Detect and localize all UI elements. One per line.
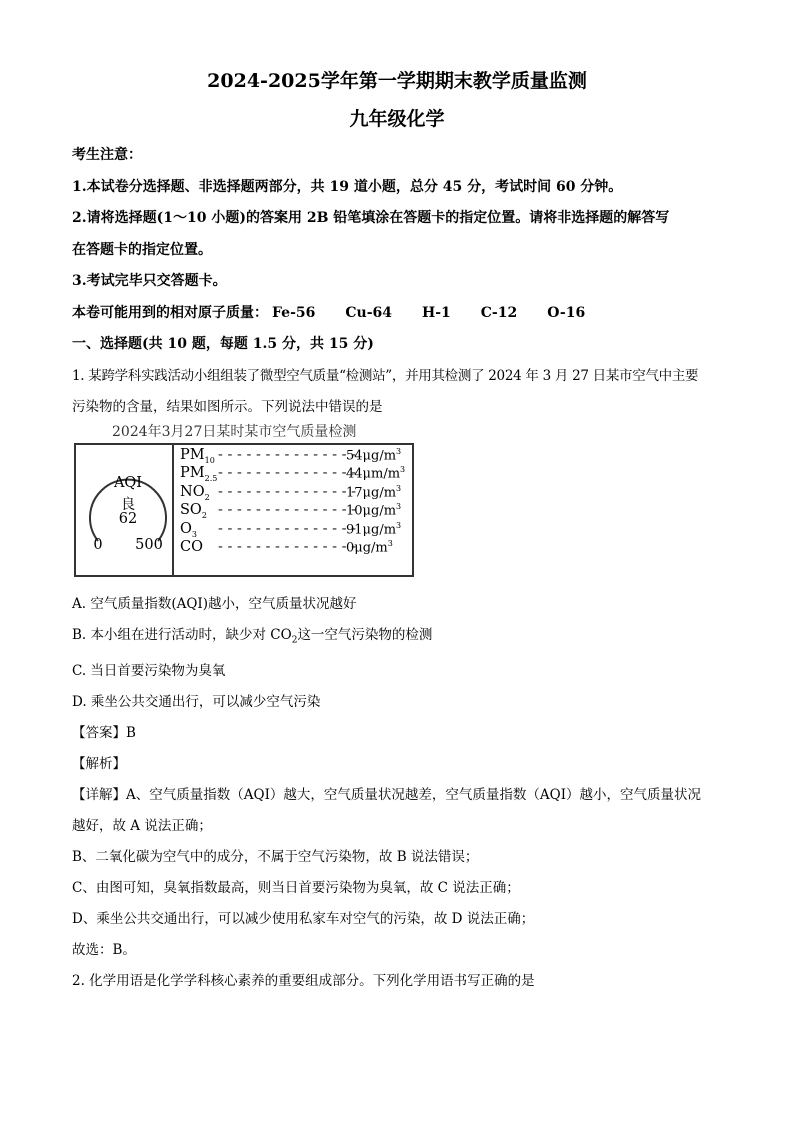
- pollutant-sub: 3: [191, 529, 197, 539]
- q1-detail-1a: [72, 780, 722, 811]
- q1-stem-line1: 1. 某跨学科实践活动小组组装了微型空气质量“检测站”，并用其检测了 2024 年 3 月 27 日某市空气中主要: [72, 367, 699, 384]
- gauge-min: 0: [93, 536, 103, 553]
- dash-leader: - - - - - - - - - - - - - - -: [218, 502, 357, 518]
- option-b-post: 这一空气污染物的检测: [297, 626, 433, 643]
- pollutant-value: 0μg/m: [346, 540, 388, 556]
- pollutant-sub: 2: [204, 492, 210, 502]
- q1-answer: [72, 718, 722, 749]
- mass-fe: Fe-56: [272, 304, 316, 321]
- figure-divider: [172, 445, 174, 575]
- mass-o: O-16: [547, 304, 586, 321]
- detail-1a-text: A、空气质量指数（AQI）越大，空气质量状况越差，空气质量指数（AQI）越小，空气质量状况: [126, 787, 702, 804]
- masses-label: 本卷可能用到的相对原子质量：: [72, 304, 268, 321]
- dash-leader: - - - - - - - - - - - - - - -: [218, 539, 357, 555]
- air-quality-figure: [72, 423, 722, 583]
- pollutant-name: PM: [180, 446, 205, 463]
- exam-title: 2024-2025学年第一学期期末教学质量监测: [207, 70, 587, 92]
- q1-stem-line2: 污染物的含量，结果如图所示。下列说法中错误的是: [72, 398, 383, 415]
- unit-sup: 3: [396, 520, 402, 530]
- unit-sup: 3: [396, 446, 402, 456]
- unit-sup: 3: [400, 465, 406, 474]
- unit-sup: 3: [387, 539, 393, 548]
- q1-conclusion: 故选：B。: [72, 942, 136, 959]
- gauge-value: 62: [118, 510, 138, 527]
- notice-item-2a: 2.请将选择题(1～10 小题)的答案用 2B 铅笔填涂在答题卡的指定位置。请将非选择题的解答写: [72, 210, 670, 226]
- gauge-level: 良: [120, 496, 136, 513]
- mass-h: H-1: [422, 304, 451, 321]
- pollutant-row: [180, 447, 414, 466]
- exam-subtitle: 九年级化学: [349, 108, 445, 130]
- pollutant-row: [180, 539, 414, 558]
- q1-detail-2: B、二氧化碳为空气中的成分，不属于空气污染物，故 B 说法错误；: [72, 849, 479, 866]
- pollutant-row: [180, 502, 414, 521]
- pollutant-value: 10μg/m: [346, 503, 397, 519]
- pollutant-name: PM: [180, 465, 205, 481]
- pollutant-row: [180, 484, 414, 503]
- pollutant-sub: 2: [201, 510, 207, 520]
- pollutant-name: O: [180, 520, 192, 537]
- pollutant-name: NO: [180, 483, 205, 500]
- dash-leader: - - - - - - - - - - - - - - -: [218, 465, 357, 481]
- pollutant-sub: 2.5: [204, 473, 218, 483]
- mass-cu: Cu-64: [345, 304, 392, 321]
- q1-option-b: [72, 620, 722, 657]
- answer-label: 【答案】: [72, 725, 126, 742]
- pollutant-row: [180, 521, 414, 540]
- figure-box: [74, 443, 414, 577]
- notice-item-2b: 在答题卡的指定位置。: [72, 241, 212, 258]
- pollutant-value: 54μg/m: [346, 447, 397, 463]
- q1-option-d: D. 乘坐公共交通出行，可以减少空气污染: [72, 694, 321, 711]
- pollutant-value: 91μg/m: [346, 521, 397, 537]
- dash-leader: - - - - - - - - - - - - - - -: [218, 446, 357, 463]
- q1-option-c: C. 当日首要污染物为臭氧: [72, 663, 226, 680]
- notice-heading: 考生注意：: [72, 147, 142, 163]
- pollutant-value: 17μg/m: [346, 484, 397, 500]
- q1-detail-1b: 越好，故 A 说法正确；: [72, 818, 212, 835]
- dash-leader: - - - - - - - - - - - - - - -: [218, 483, 357, 500]
- unit-sup: 3: [396, 502, 402, 511]
- pollutant-name: SO: [180, 502, 202, 518]
- answer-value: B: [126, 725, 136, 742]
- pollutant-row: [180, 465, 414, 484]
- mass-c: C-12: [480, 304, 518, 321]
- section-heading: 一、选择题(共 10 题，每题 1.5 分，共 15 分): [72, 336, 374, 352]
- q1-analysis-label: 【解析】: [72, 756, 126, 773]
- notice-item-3: 3.考试完毕只交答题卡。: [72, 273, 227, 289]
- pollutant-name: CO: [180, 539, 203, 555]
- gauge-max: 500: [135, 536, 163, 553]
- q1-detail-4: D、乘坐公共交通出行，可以减少使用私家车对空气的污染，故 D 说法正确；: [72, 911, 535, 928]
- detail-label: 【详解】: [72, 787, 126, 804]
- pollutant-value: 44μm/m: [346, 466, 401, 482]
- aqi-gauge: [76, 445, 172, 575]
- pollutant-sub: 10: [204, 455, 215, 465]
- option-b-sub: 2: [291, 635, 298, 646]
- q1-option-a: A. 空气质量指数(AQI)越小，空气质量状况越好: [72, 595, 357, 612]
- exam-page: [72, 66, 722, 997]
- notice-item-1: 1.本试卷分选择题、非选择题两部分，共 19 道小题，总分 45 分，考试时间 60 分钟。: [72, 178, 623, 195]
- figure-caption: 2024年3月27日某时某市空气质量检测: [112, 423, 357, 440]
- unit-sup: 3: [396, 483, 402, 493]
- pollutant-list: [180, 447, 414, 558]
- atomic-masses: [72, 298, 722, 330]
- gauge-label: AQI: [113, 474, 143, 491]
- option-b-pre: B. 本小组在进行活动时，缺少对 CO: [72, 626, 292, 643]
- dash-leader: - - - - - - - - - - - - - - -: [218, 520, 357, 537]
- q1-detail-3: C、由图可知，臭氧指数最高，则当日首要污染物为臭氧，故 C 说法正确；: [72, 880, 520, 897]
- q2-stem: 2. 化学用语是化学学科核心素养的重要组成部分。下列化学用语书写正确的是: [72, 973, 535, 990]
